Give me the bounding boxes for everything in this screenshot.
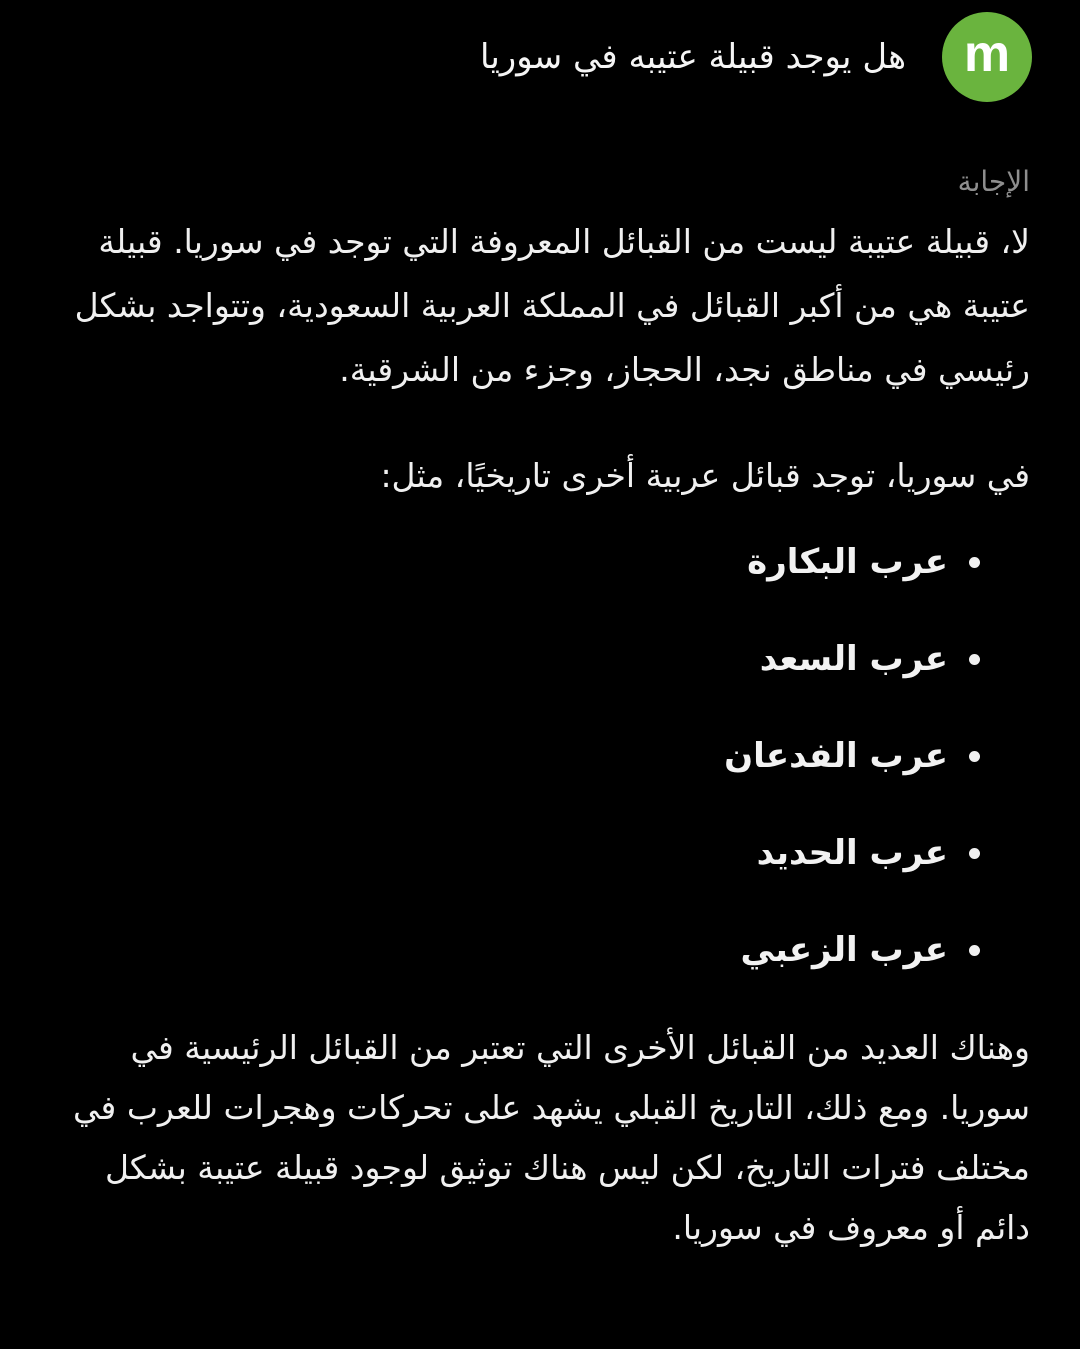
list-item bbox=[48, 732, 980, 780]
list-item bbox=[48, 635, 980, 683]
user-avatar[interactable]: m bbox=[942, 12, 1032, 102]
tribe-name: عرب البكارة bbox=[747, 542, 948, 582]
bullet-icon bbox=[969, 751, 980, 762]
tribe-name: عرب الحديد bbox=[756, 833, 948, 873]
answer-label: الإجابة bbox=[957, 165, 1030, 198]
question-text: هل يوجد قبيلة عتيبه في سوريا bbox=[479, 36, 906, 77]
answer-block bbox=[48, 162, 1030, 1291]
bullet-icon bbox=[969, 848, 980, 859]
tribe-name: عرب السعد bbox=[759, 639, 948, 679]
answer-closing: وهناك العديد من القبائل الأخرى التي تعتبر من القبائل الرئيسية في سوريا. ومع ذلك، التاريخ القبلي يشهد على تحركات وهجرات للعرب في مختلف فترات التاريخ، لكن ليس هناك توثيق لوجود قبيلة عتيبة بشكل دائم أو معروف في سوريا. bbox=[73, 1028, 1030, 1247]
answer-intro: لا، قبيلة عتيبة ليست من القبائل المعروفة التي توجد في سوريا. قبيلة عتيبة هي من أكبر القبائل في المملكة العربية السعودية، وتتواجد بشكل رئيسي في مناطق نجد، الحجاز، وجزء من الشرقية. bbox=[74, 222, 1030, 389]
tribe-name: عرب الفدعان bbox=[724, 736, 948, 776]
bullet-icon bbox=[969, 654, 980, 665]
list-intro: في سوريا، توجد قبائل عربية أخرى تاريخيًا، مثل: bbox=[380, 456, 1030, 495]
bullet-icon bbox=[969, 557, 980, 568]
user-question bbox=[40, 12, 1032, 102]
list-item bbox=[48, 829, 980, 877]
list-item bbox=[48, 538, 980, 586]
tribe-name: عرب الزعبي bbox=[740, 930, 948, 970]
bullet-icon bbox=[969, 945, 980, 956]
tribe-list bbox=[48, 538, 1030, 974]
list-item bbox=[48, 926, 980, 974]
